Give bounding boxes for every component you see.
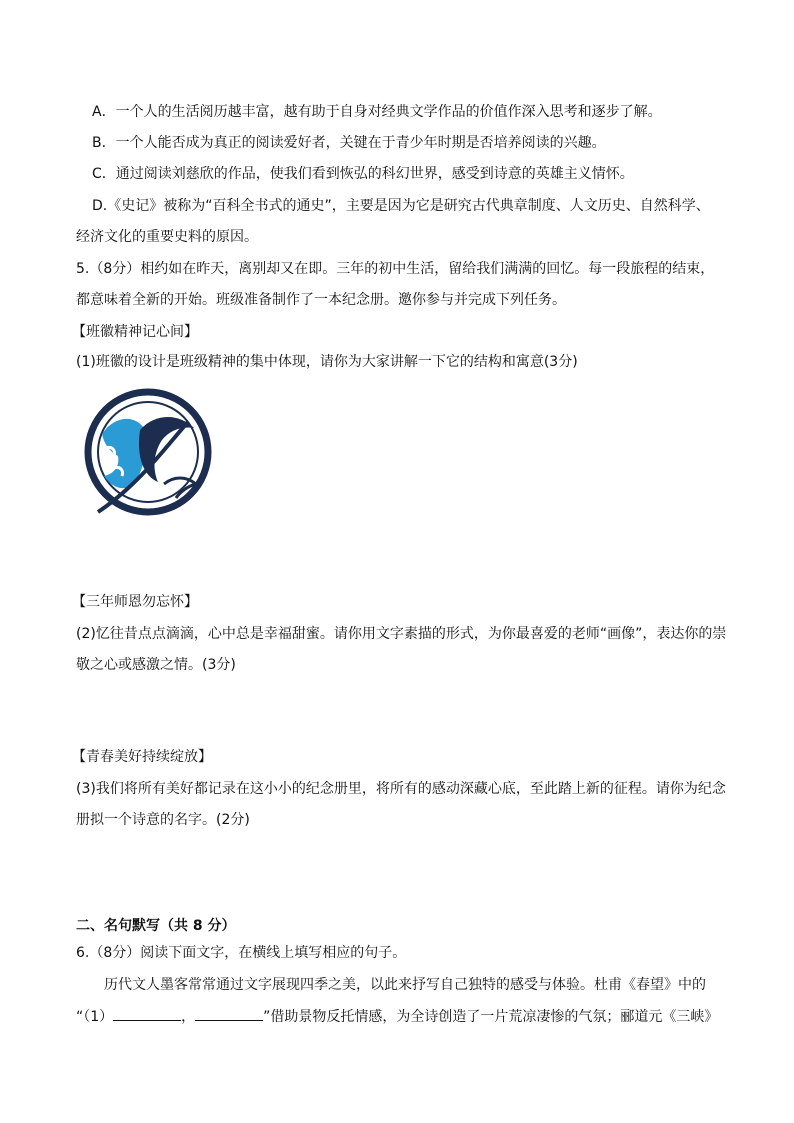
class-emblem-image bbox=[84, 388, 212, 516]
answer-blank-2[interactable] bbox=[195, 1006, 263, 1021]
q5-line2: 都意味着全新的开始。班级准备制作了一本纪念册。邀你参与并完成下列任务。 bbox=[76, 292, 566, 308]
q5-line1: 5.（8分）相约如在昨天，离别却又在即。三年的初中生活，留给我们满满的回忆。每一段旅程的结束， bbox=[76, 261, 715, 277]
section-title-emblem: 【班徽精神记心间】 bbox=[72, 324, 198, 340]
option-c: C．通过阅读刘慈欣的作品，使我们看到恢弘的科幻世界，感受到诗意的英雄主义情怀。 bbox=[92, 166, 634, 182]
part2-heading: 二、名句默写（共 8 分） bbox=[76, 918, 236, 934]
q6-line2-suffix: ”借助景物反托情感，为全诗创造了一片荒凉凄惨的气氛；郦道元《三峡》 bbox=[263, 1009, 719, 1025]
answer-blank-1[interactable] bbox=[113, 1006, 181, 1021]
q6-intro: 6.（8分）阅读下面文字，在横线上填写相应的句子。 bbox=[76, 945, 407, 961]
option-d-line2: 经济文化的重要史料的原因。 bbox=[76, 229, 258, 245]
emblem-wave-highlight bbox=[106, 447, 115, 456]
option-d-line1: D.《史记》被称为“百科全书式的通史”，主要是因为它是研究古代典章制度、人文历史、自然科学、 bbox=[92, 198, 710, 214]
task2-line1: (2)忆往昔点点滴滴，心中总是幸福甜蜜。请你用文字素描的形式，为你最喜爱的老师“画像”，表达你的崇 bbox=[76, 626, 727, 642]
option-b: B．一个人能否成为真正的阅读爱好者，关键在于青少年时期是否培养阅读的兴趣。 bbox=[92, 135, 606, 151]
task1: (1)班徽的设计是班级精神的集中体现，请你为大家讲解一下它的结构和寓意(3分) bbox=[76, 354, 578, 370]
option-a: A．一个人的生活阅历越丰富，越有助于自身对经典文学作品的价值作深入思考和逐步了解。 bbox=[92, 104, 662, 120]
q6-passage-line1: 历代文人墨客常常通过文字展现四季之美，以此来抒写自己独特的感受与体验。杜甫《春望》中的 bbox=[104, 977, 706, 993]
q6-line2-prefix: “（1） bbox=[76, 1009, 114, 1025]
task3-line1: (3)我们将所有美好都记录在这小小的纪念册里，将所有的感动深藏心底，至此踏上新的征程。请你为纪念 bbox=[76, 781, 726, 797]
task2-line2: 敬之心或感激之情。(3分) bbox=[76, 657, 236, 673]
section-title-youth: 【青春美好持续绽放】 bbox=[72, 749, 212, 765]
q6-passage-line2 bbox=[76, 1006, 718, 1027]
q6-line2-sep: ， bbox=[181, 1009, 196, 1025]
task3-line2: 册拟一个诗意的名字。(2分) bbox=[76, 812, 250, 828]
section-title-teacher: 【三年师恩勿忘怀】 bbox=[72, 594, 198, 610]
